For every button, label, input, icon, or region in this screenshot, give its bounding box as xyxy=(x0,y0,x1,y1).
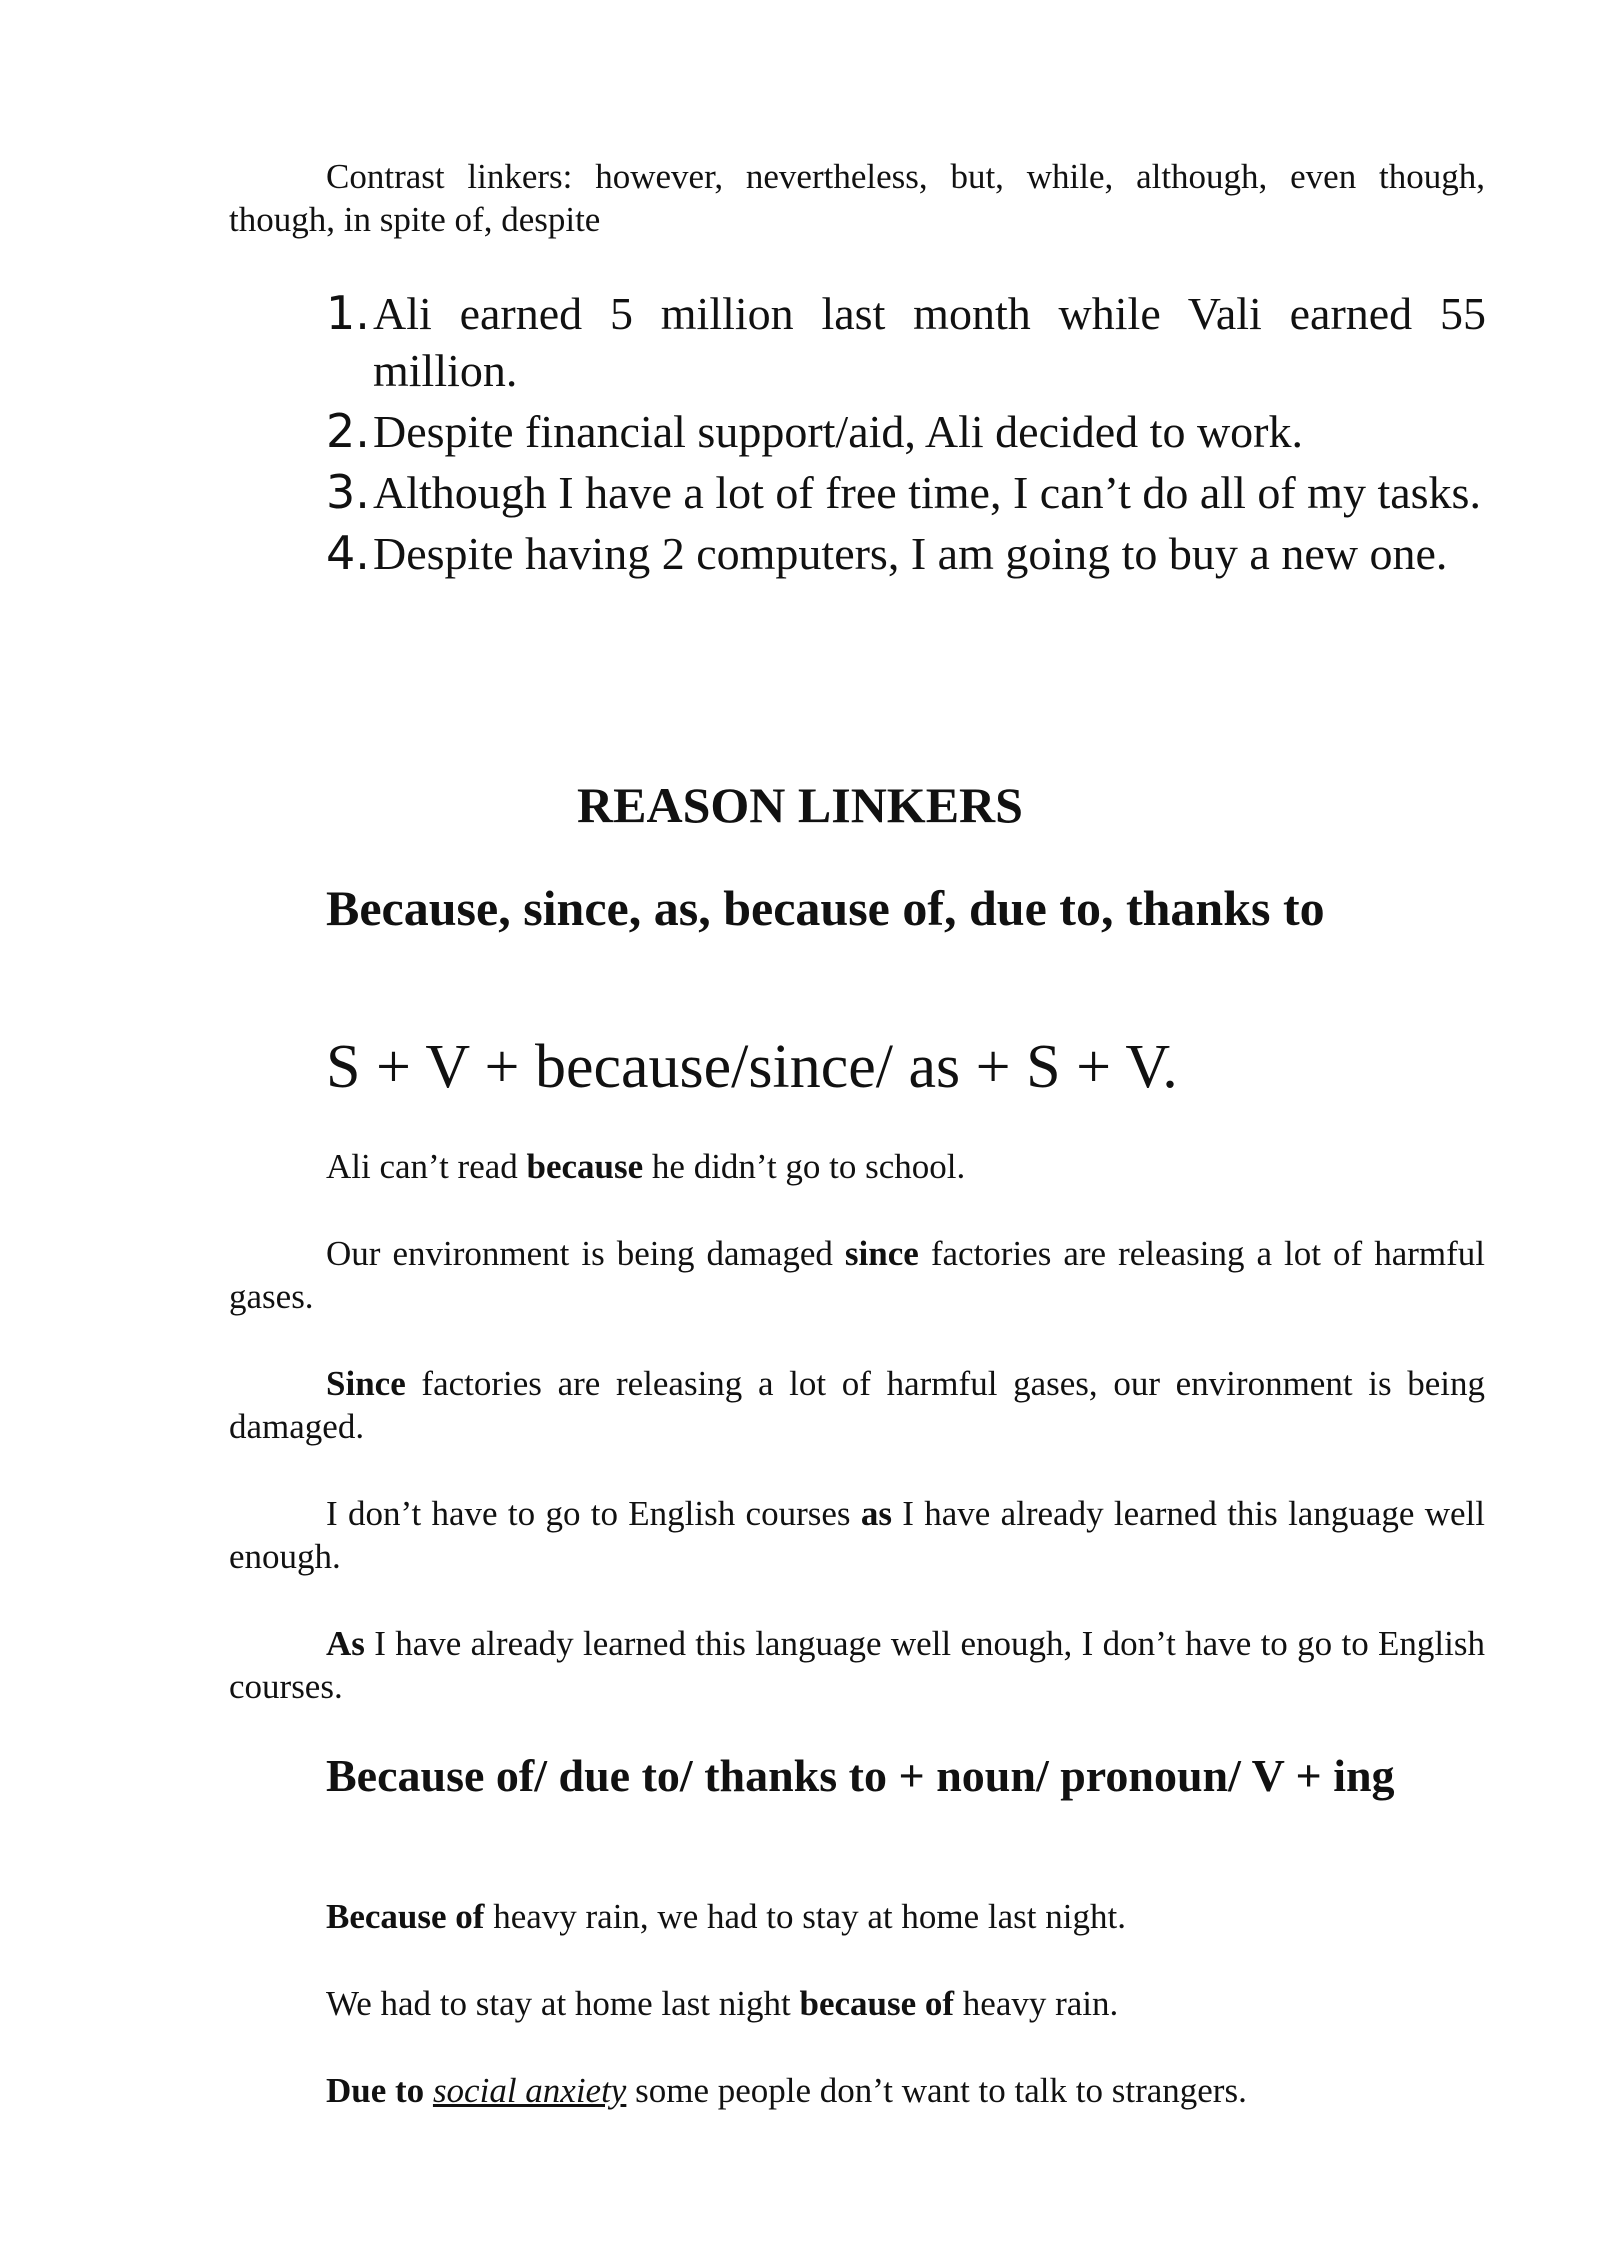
noun-example-3: Due to social anxiety some people don’t want to talk to strangers. xyxy=(326,2071,1247,2110)
list-number: 1. xyxy=(326,286,370,340)
reason-example-5: As I have already learned this language well enough, I don’t have to go to English courses. xyxy=(229,1624,1485,1706)
list-item-text: Ali earned 5 million last month while Vali earned 55 million. xyxy=(373,288,1486,396)
list-item-text: Despite financial support/aid, Ali decided to work. xyxy=(373,406,1303,457)
linker-keyword: Since xyxy=(326,1364,406,1403)
linker-keyword: Because of xyxy=(326,1897,485,1936)
list-item xyxy=(326,403,1486,460)
linker-keyword: because xyxy=(526,1147,644,1186)
noun-example-2: We had to stay at home last night because of heavy rain. xyxy=(326,1984,1119,2023)
noun-linkers-heading: Because of/ due to/ thanks to + noun/ pronoun/ V + ing xyxy=(326,1750,1395,1801)
list-item-text: Despite having 2 computers, I am going to buy a new one. xyxy=(373,528,1448,579)
list-number: 3. xyxy=(326,465,370,519)
list-item-text: Although I have a lot of free time, I can’t do all of my tasks. xyxy=(373,467,1481,518)
linker-keyword: because of xyxy=(799,1984,955,2023)
section-title: REASON LINKERS xyxy=(577,777,1023,833)
noun-example-1: Because of heavy rain, we had to stay at home last night. xyxy=(326,1897,1126,1936)
linker-keyword: As xyxy=(326,1624,365,1663)
list-number: 4. xyxy=(326,526,370,580)
reason-linkers-heading: Because, since, as, because of, due to, thanks to xyxy=(326,880,1325,936)
list-item xyxy=(326,285,1486,399)
list-item xyxy=(326,525,1486,582)
list-number: 2. xyxy=(326,404,370,458)
contrast-examples-list xyxy=(326,285,1486,586)
emphasized-term: social anxiety xyxy=(432,2071,627,2110)
reason-example-3: Since factories are releasing a lot of harmful gases, our environment is being damaged. xyxy=(229,1364,1485,1446)
list-item xyxy=(326,464,1486,521)
reason-formula: S + V + because/since/ as + S + V. xyxy=(326,1033,1178,1101)
reason-example-4: I don’t have to go to English courses as I have already learned this language well enough. xyxy=(229,1494,1485,1576)
linker-keyword: Due to xyxy=(326,2071,425,2110)
linker-keyword: since xyxy=(844,1234,919,1273)
reason-example-2: Our environment is being damaged since factories are releasing a lot of harmful gases. xyxy=(229,1234,1485,1316)
contrast-linkers-intro: Contrast linkers: however, nevertheless, but, while, although, even though, though, in spite of, despite xyxy=(229,157,1485,239)
reason-example-1: Ali can’t read because he didn’t go to school. xyxy=(326,1147,966,1186)
linker-keyword: as xyxy=(860,1494,892,1533)
